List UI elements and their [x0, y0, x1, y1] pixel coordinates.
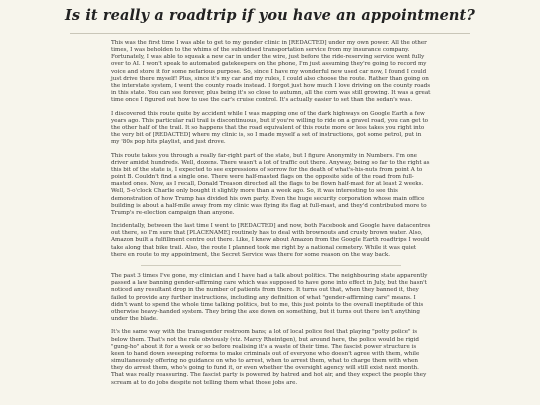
page-title: Is it really a roadtrip if you have an appointment? [65, 7, 475, 24]
title-divider [70, 33, 470, 34]
section-divider [141, 265, 401, 266]
paragraph: Incidentally, between the last time I went to [REDACTED] and now, both Facebook and Google have datacentres out there, so I'm sure that [PLACENAME] routinely has to deal with brownouts and crusty brown water. Also, Amazon built a fulfillment centre out there. Like, I knew about Amazon from the Google Earth roadtrips I would take along that bike trail. Also, the route I planned took me right by a national cemetery. While it was quiet there en route to my appointment, the Secret Service was there for some reason on the way back. [111, 223, 431, 258]
paragraph: It's the same way with the transgender restroom bans; a lot of local police feel that playing "potty police" is below them. That's not the rule obviously (viz. Marcy Rheintgen), but around here, the police would be rigid "gung-ho" about it for a week or so before realising it's a waste of their time. The fascist power structure is keen to hand down sweeping reforms to make criminals out of everyone who doesn't agree with them, while simultaneously offering no guidance on who to arrest, when to arrest them, what to charge them with when they do arrest them, who's going to fund it, or even whether the oversight agency will still exist next month. That was really reassuring. The fascist party is powered by hatred and hot air, and they expect the people they scream at to do jobs despite not telling them what those jobs are. [111, 329, 427, 386]
paragraph: This route takes you through a really far-right part of the state, but I figure Anonymity in Numbers. I'm one driver amidst hundreds. Well, dozens. There wasn't a lot of traffic out there. Anyway, being so far to the right as this bit of the state is, I expected to see expressions of sorrow for the death of what's-his-nuts from point A to point B. Couldn't find a single one. There were half-masted flags on the opposite side of the road from full-masted ones. Now, as I recall, Donald Treason directed all the flags to be flown half-mast for at least 2 weeks. Well, 5-o'clock Charlie only bought it slightly more than a week ago. So, it was interesting to see this demonstration of how Trump has divided his own party. Even the huge security corporation whose main office building is about a half-mile away from my clinic was flying its flag at full-mast, and they'd contributed more to Trump's re-election campaign than anyone. [111, 152, 430, 216]
paragraph: The past 3 times I've gone, my clinician and I have had a talk about politics. The neighbouring state apparently passed a law banning gender-affirming care which was supposed to have gone into effect in July, but the hasn't noticed any resultant drop in the number of patients from there. It turns out that, when they banned it, they failed to provide any further instructions, including any definition of what "gender-affirming care" means. I didn't want to spend the whole time talking politics, but to me, this just points to the overall ineptitude of this otherwise heavy-handed system. They bring the axe down on something, but it turns out there isn't anything under the blade. [111, 273, 428, 323]
paragraph: I discovered this route quite by accident while I was mapping one of the dark highways on Google Earth a few years ago. This particular rail trail is discontinuous, but if you're willing to ride on a gravel road, you can get to the other half of the trail. It so happens that the road equivalent of this route more or less takes you right into the very bit of [REDACTED] where my clinic is, so I made myself a set of instructions, got some petrol, put in my '80s pop hits playlist, and just drove. [111, 110, 428, 146]
article-body [111, 40, 431, 393]
paragraph: This was the first time I was able to get to my gender clinic in [REDACTED] under my own power. All the other times, I was beholden to the whims of the subsidised transportation service from my insurance company. Fortunately, I was able to squeak a new car in under the wire, just before the ride-reserving service went fully over to AI. I won't speak to automated gatekeepers on the phone, I'm just assuming they're going to record my voice and store it for some nefarious purpose. So, since I have my wonderful new used car now, I found I could just drive there myself! Plus, since it's my car and my rules, I could also choose the route. Rather than going on the interstate system, I went the county roads instead. I forgot just how much I love driving on the county roads in this state. You can see forever, plus being it's so close to autumn, all the corn was still growing. It was a great time once I figured out how to use the car's cruise control. It's actually easier to set than the sedan's was. [111, 40, 431, 104]
